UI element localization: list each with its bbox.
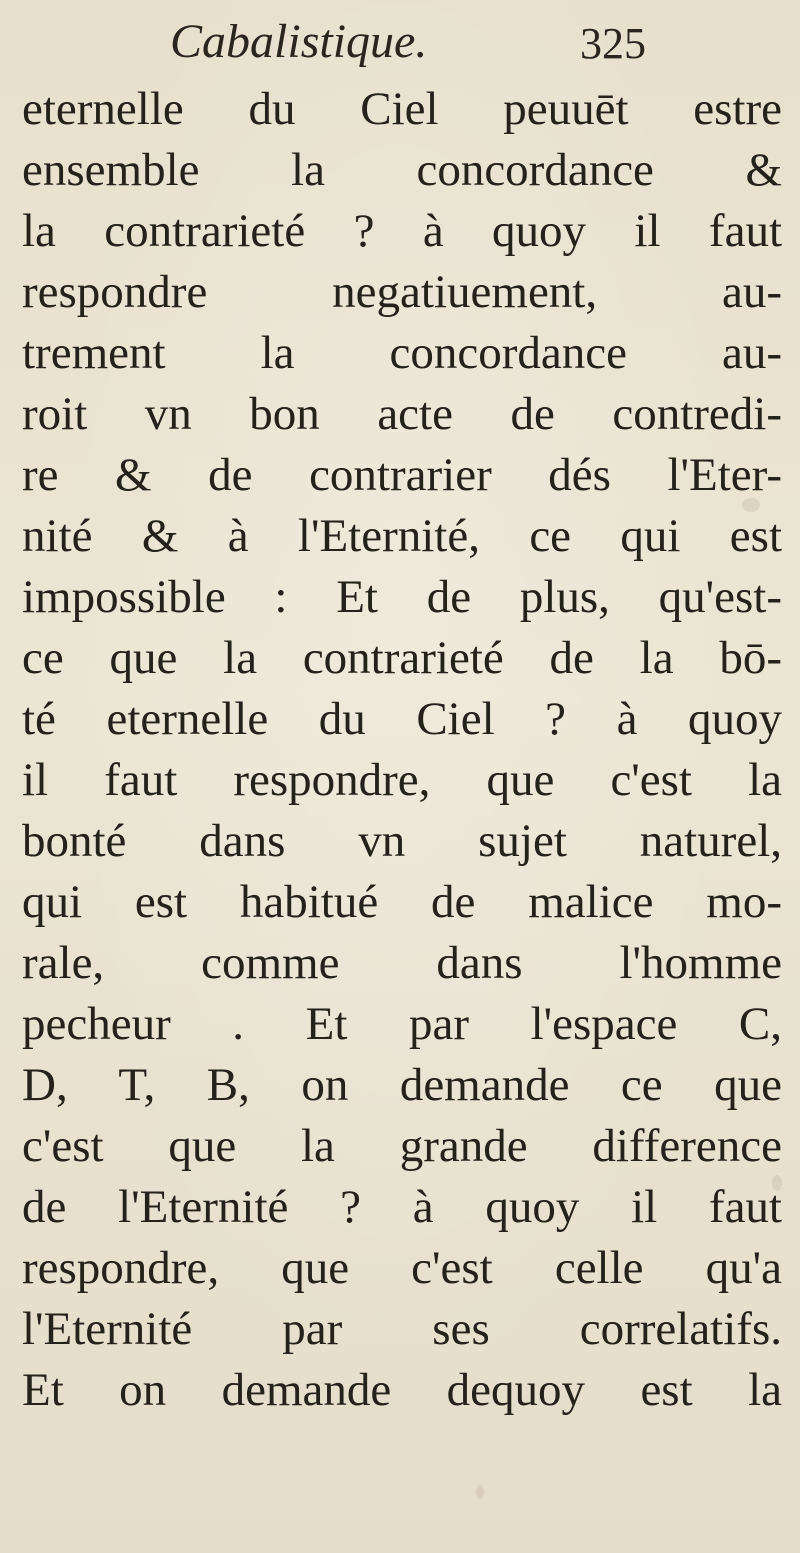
body-text <box>22 79 782 1421</box>
text-line: qui est habitué de malice mo- <box>22 876 782 928</box>
text-line: ce que la contrarieté de la bō- <box>22 632 782 684</box>
text-line: respondre, que c'est celle qu'a <box>22 1242 782 1294</box>
text-line: la contrarieté ? à quoy il faut <box>22 205 782 257</box>
running-head: Cabalistique. <box>170 15 428 68</box>
text-line: rale, comme dans l'homme <box>22 937 782 989</box>
text-line: eternelle du Ciel peuuēt estre <box>22 83 782 135</box>
text-line: respondre negatiuement, au- <box>22 266 782 318</box>
text-line: roit vn bon acte de contredi- <box>22 388 782 440</box>
text-line: ensemble la concordance & <box>22 144 782 196</box>
text-line: Et on demande dequoy est la <box>22 1364 782 1416</box>
text-line: c'est que la grande difference <box>22 1120 782 1172</box>
text-line: de l'Eternité ? à quoy il faut <box>22 1181 782 1233</box>
text-line: re & de contrarier dés l'Eter- <box>22 449 782 501</box>
text-line: nité & à l'Eternité, ce qui est <box>22 510 782 562</box>
text-line: té eternelle du Ciel ? à quoy <box>22 693 782 745</box>
text-line: il faut respondre, que c'est la <box>22 754 782 806</box>
text-line: l'Eternité par ses correlatifs. <box>22 1303 782 1355</box>
paper-stain <box>476 1485 484 1499</box>
text-line: trement la concordance au- <box>22 327 782 379</box>
text-line: bonté dans vn sujet naturel, <box>22 815 782 867</box>
page-number: 325 <box>580 19 646 68</box>
text-line: impossible : Et de plus, qu'est- <box>22 571 782 623</box>
text-line: D, T, B, on demande ce que <box>22 1059 782 1111</box>
text-line: pecheur . Et par l'espace C, <box>22 998 782 1050</box>
